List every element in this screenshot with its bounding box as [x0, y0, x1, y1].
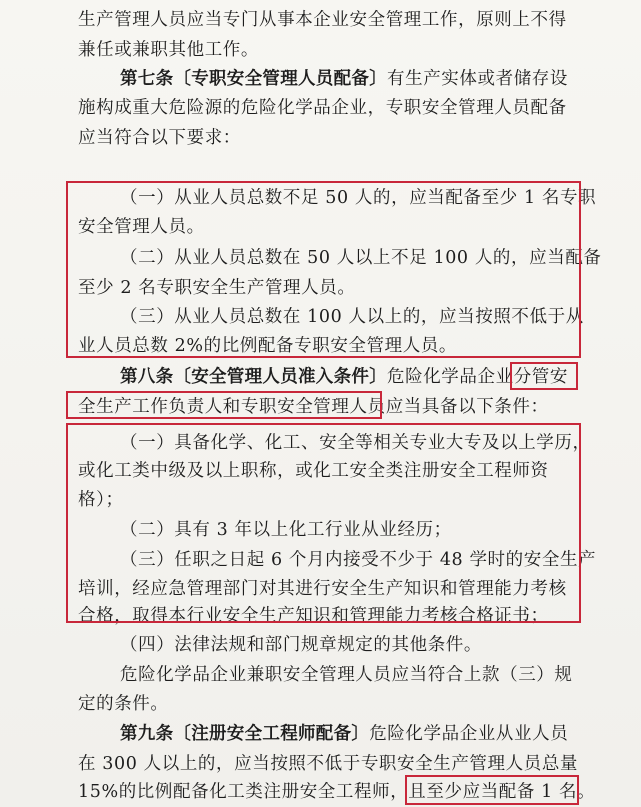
text-line: 在 300 人以上的，应当按照不低于专职安全生产管理人员总量 [78, 754, 579, 774]
article-7-line: 第七条〔专职安全管理人员配备〕有生产实体或者储存设 [120, 69, 568, 89]
text-line: 应当符合以下要求： [78, 128, 241, 148]
article-8-line: 第八条〔安全管理人员准入条件〕危险化学品企业分管安 [120, 367, 568, 387]
text-line: 施构成重大危险源的危险化学品企业，专职安全管理人员配备 [78, 98, 567, 118]
text-line: 培训，经应急管理部门对其进行安全生产知识和管理能力考核 [78, 579, 567, 599]
text-line: 合格，取得本行业安全生产知识和管理能力考核合格证书； [78, 606, 549, 626]
article-9-line: 第九条〔注册安全工程师配备〕危险化学品企业从业人员 [120, 724, 569, 744]
text-line: 至少 2 名专职安全生产管理人员。 [78, 278, 356, 298]
text-line: 安全管理人员。 [78, 217, 205, 237]
text-line: 全生产工作负责人和专职安全管理人员应当具备以下条件： [78, 397, 549, 417]
text-line: 15%的比例配备化工类注册安全工程师，且至少应当配备 1 名。 [78, 782, 596, 802]
text-line: （四）法律法规和部门规章规定的其他条件。 [120, 635, 482, 655]
article-8-heading: 第八条〔安全管理人员准入条件〕 [120, 367, 387, 387]
article-9-heading: 第九条〔注册安全工程师配备〕 [120, 724, 370, 744]
text-line: （二）具有 3 年以上化工行业从业经历； [120, 520, 452, 540]
text-line: 或化工类中级及以上职称，或化工安全类注册安全工程师资 [78, 461, 549, 481]
text-line: 格）； [78, 490, 124, 510]
article-7-heading: 第七条〔专职安全管理人员配备〕 [120, 69, 387, 89]
text-line: 兼任或兼职其他工作。 [78, 40, 259, 60]
text-line: 危险化学品企业兼职安全管理人员应当符合上款（三）规 [120, 665, 573, 685]
text-line: （二）从业人员总数在 50 人以上不足 100 人的，应当配备 [120, 248, 602, 268]
text-line: （三）任职之日起 6 个月内接受不少于 48 学时的安全生产 [120, 550, 597, 570]
text-line: （三）从业人员总数在 100 人以上的，应当按照不低于从 [120, 307, 584, 327]
text-line: 业人员总数 2%的比例配备专职安全管理人员。 [78, 336, 458, 356]
text-line: （一）具备化学、化工、安全等相关专业大专及以上学历， [120, 433, 591, 453]
text-line: 定的条件。 [78, 694, 169, 714]
text-line: 生产管理人员应当专门从事本企业安全管理工作，原则上不得 [78, 10, 567, 30]
text-line: （一）从业人员总数不足 50 人的，应当配备至少 1 名专职 [120, 188, 597, 208]
